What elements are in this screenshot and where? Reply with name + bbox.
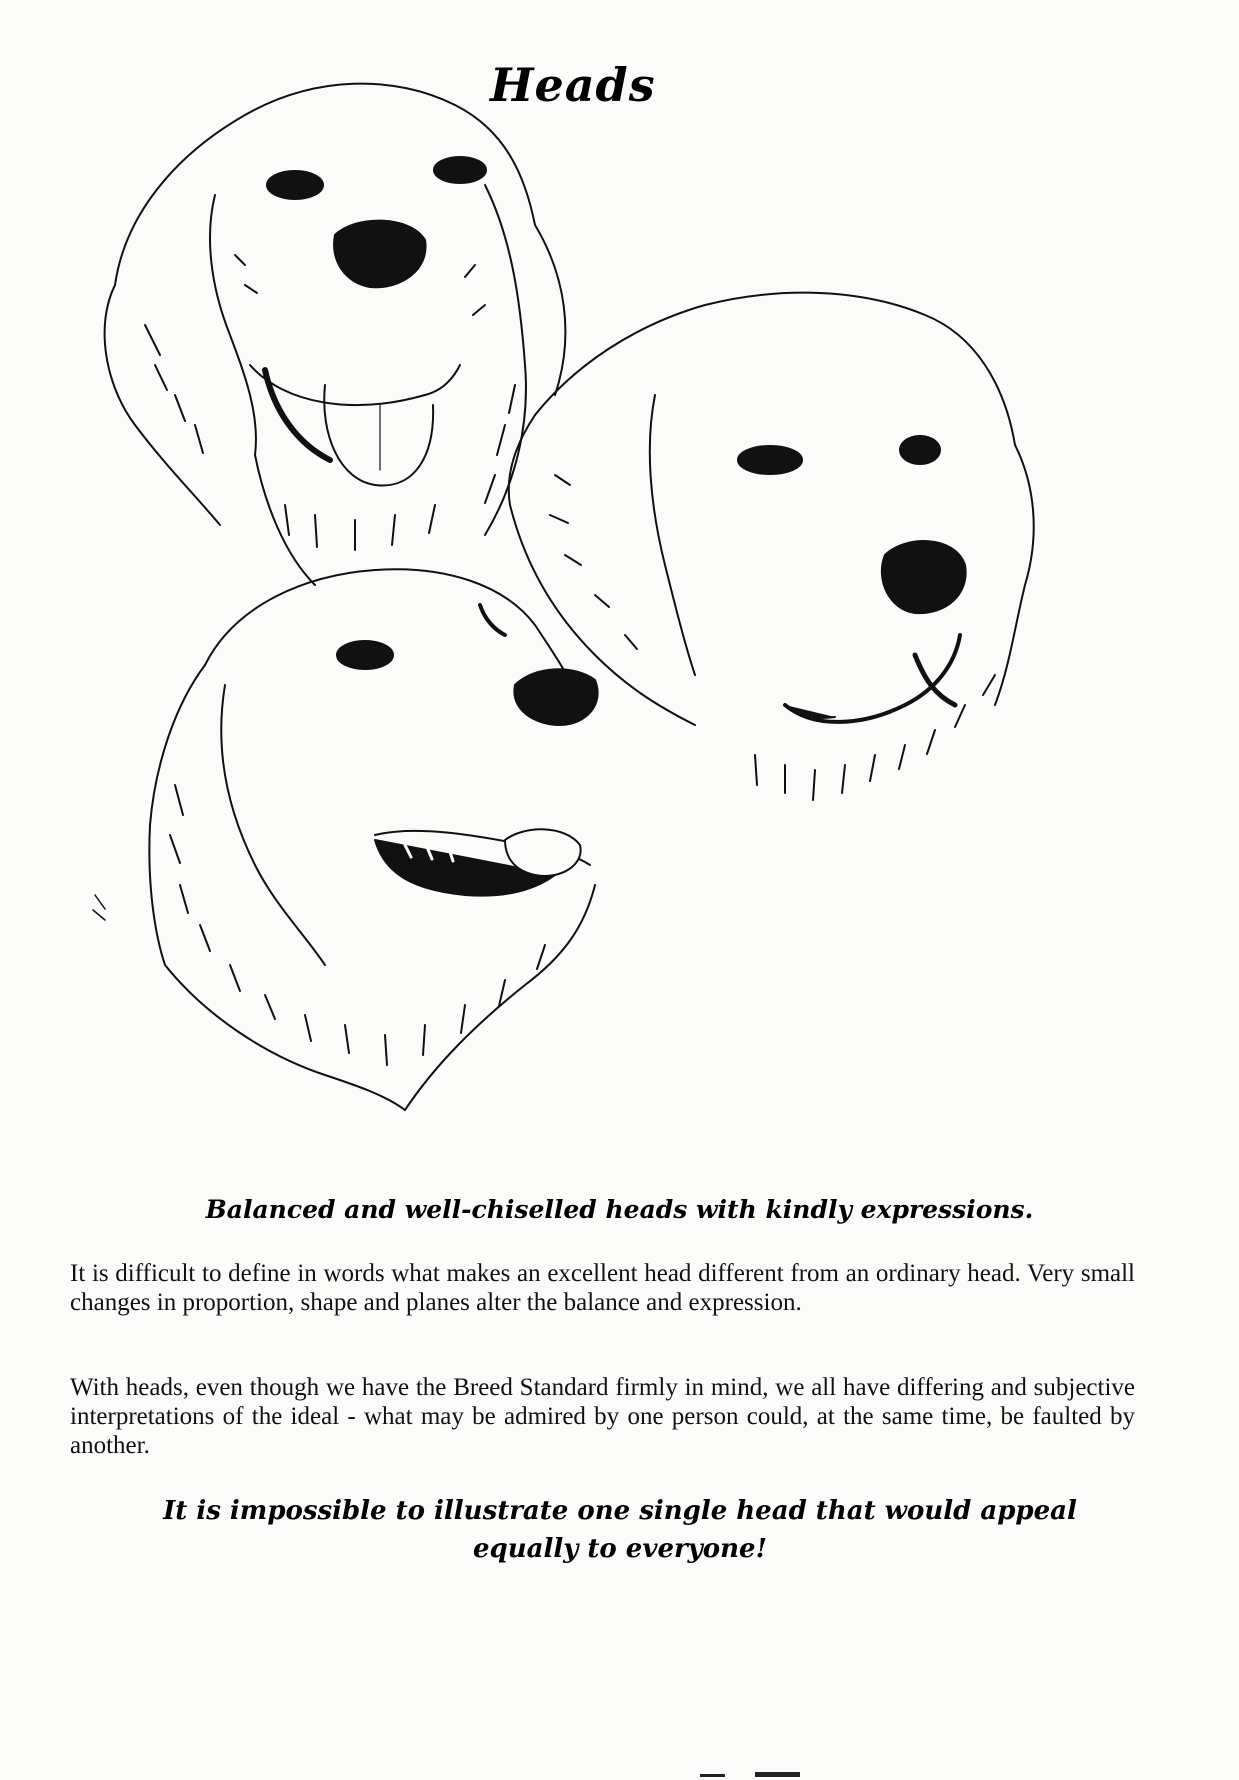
dog-heads-illustration bbox=[55, 65, 1165, 1200]
dog-head-right bbox=[509, 293, 1034, 800]
page-title: Heads bbox=[490, 58, 656, 112]
closing-statement: It is impossible to illustrate one single head that would appeal equally to everyone! bbox=[163, 1496, 1077, 1564]
body-paragraph-2: With heads, even though we have the Breed Standard firmly in mind, we all have differing and subjective interpretations of the ideal - what may be admired by one person could, at the same time, be faulted by another. bbox=[70, 1374, 1135, 1459]
dog-head-bottom-left bbox=[93, 569, 598, 1110]
body-paragraph-1: It is difficult to define in words what makes an excellent head different from an ordinary head. Very small changes in proportion, shape and planes alter the balance and expression. bbox=[70, 1260, 1135, 1316]
illustration-caption: Balanced and well-chiselled heads with kindly expressions. bbox=[205, 1195, 1034, 1224]
page-edge-marks bbox=[700, 1770, 820, 1780]
dog-head-top-left bbox=[105, 84, 566, 585]
